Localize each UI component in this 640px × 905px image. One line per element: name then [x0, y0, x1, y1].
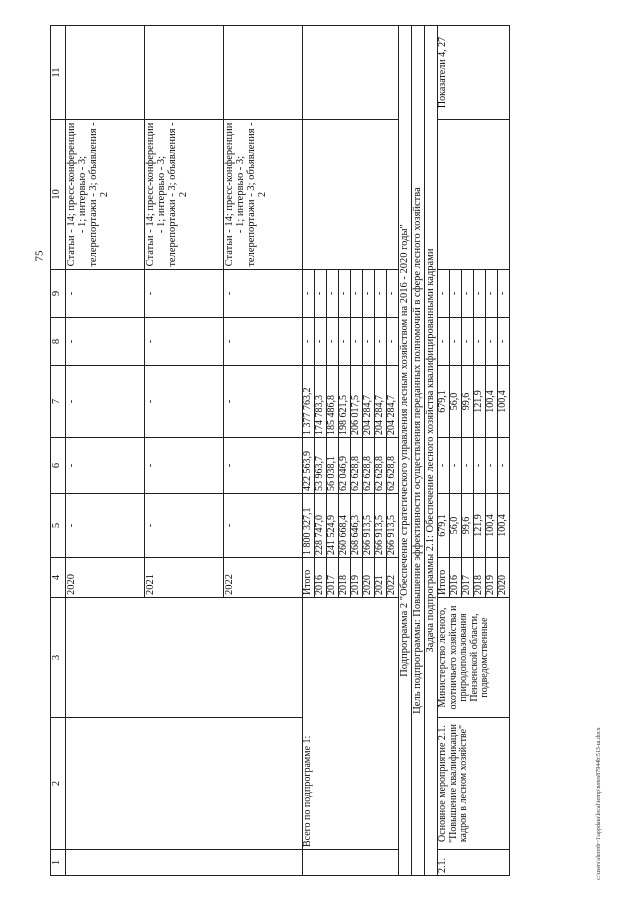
value-cell: - [303, 318, 315, 366]
table-row [66, 26, 145, 876]
value-cell: - [224, 494, 303, 558]
value-cell: - [375, 270, 387, 318]
value-cell: - [315, 270, 327, 318]
measure-name: Основное мероприятие 2.1. "Повышение квалификации кадров в лесном хозяйстве" [438, 718, 510, 850]
value-cell: - [462, 270, 474, 318]
value-cell: - [498, 270, 510, 318]
year-cell: 2019 [486, 558, 498, 598]
header-row [51, 26, 66, 876]
value-cell: 241 524,9 [327, 494, 339, 558]
empty-cell [66, 718, 303, 850]
year-cell: 2016 [315, 558, 327, 598]
value-cell: 100,4 [498, 494, 510, 558]
year-cell: 2020 [498, 558, 510, 598]
goal-row [412, 26, 425, 876]
value-cell: - [363, 270, 375, 318]
empty-cell [303, 26, 399, 120]
value-cell: 56,0 [450, 366, 462, 438]
value-cell: 1 800 327,1 [303, 494, 315, 558]
media-cell: Статьи - 14; пресс-конференции - 1; интервью - 3; телерепортажи - 3; объявления - 2 [66, 120, 145, 270]
col-header-6: 6 [51, 438, 66, 494]
value-cell: - [66, 318, 145, 366]
col-header-4: 4 [51, 558, 66, 598]
value-cell: 56 038,1 [327, 438, 339, 494]
value-cell: - [363, 318, 375, 366]
year-cell: 2021 [145, 558, 224, 598]
value-cell: - [474, 318, 486, 366]
value-cell: - [145, 438, 224, 494]
value-cell: - [462, 438, 474, 494]
total-row [303, 26, 315, 876]
media-cell: Статьи - 14; пресс-конференции - 1; интервью - 3; телерепортажи - 3; объявления - 2 [224, 120, 303, 270]
value-cell: - [474, 438, 486, 494]
total-label: Всего по подпрограмме 1: [303, 598, 399, 850]
year-cell: 2017 [327, 558, 339, 598]
value-cell: - [315, 318, 327, 366]
value-cell: - [303, 270, 315, 318]
value-cell: - [224, 438, 303, 494]
value-cell: - [387, 270, 399, 318]
footer-file-path: c:\users\shorob~1\appdata\local\temp\notes87944b\513-ш.docx [596, 727, 602, 880]
value-cell: 268 646,3 [351, 494, 363, 558]
value-cell: - [351, 270, 363, 318]
value-cell: - [66, 494, 145, 558]
value-cell: 228 747,0 [315, 494, 327, 558]
value-cell: 266 913,5 [363, 494, 375, 558]
col-header-7: 7 [51, 366, 66, 438]
value-cell: 100,4 [486, 494, 498, 558]
value-cell: - [486, 270, 498, 318]
value-cell: - [375, 318, 387, 366]
year-cell: 2018 [339, 558, 351, 598]
value-cell: 260 668,4 [339, 494, 351, 558]
empty-cell [145, 26, 224, 120]
value-cell: - [450, 318, 462, 366]
value-cell: - [486, 438, 498, 494]
col-header-3: 3 [51, 598, 66, 718]
value-cell: - [66, 438, 145, 494]
value-cell: 679,1 [438, 366, 450, 438]
value-cell: - [145, 366, 224, 438]
value-cell: 266 913,5 [375, 494, 387, 558]
page-number: 75 [33, 250, 46, 262]
value-cell: 204 284,7 [375, 366, 387, 438]
media-cell: Статьи - 14; пресс-конференции - 1; интервью - 3; телерепортажи - 3; объявления - 2 [145, 120, 224, 270]
value-cell: 53 963,7 [315, 438, 327, 494]
subprogram-title: Подпрограмма 2 "Обеспечение стратегического управления лесным хозяйством на 2016 - 2020 годы" [399, 26, 412, 876]
value-cell: 1 377 763,2 [303, 366, 315, 438]
measure-indicators: Показатели 4, 27 [438, 26, 510, 120]
value-cell: 206 017,5 [351, 366, 363, 438]
measure-row [438, 26, 450, 876]
empty-cell [66, 598, 303, 718]
subprogram-title-row [399, 26, 412, 876]
year-cell: 2022 [224, 558, 303, 598]
value-cell: - [327, 318, 339, 366]
value-cell: 174 783,3 [315, 366, 327, 438]
subprogram-task: Задача подпрограммы 2.1: Обеспечение лесного хозяйства квалифицированными кадрами [425, 26, 438, 876]
value-cell: - [474, 270, 486, 318]
value-cell: 121,9 [474, 494, 486, 558]
value-cell: 422 563,9 [303, 438, 315, 494]
measure-executor: Министерство лесного, охотничьего хозяйства и природопользования Пензенской области, подведомственные [438, 598, 510, 718]
value-cell: 62 046,9 [339, 438, 351, 494]
value-cell: - [66, 270, 145, 318]
col-header-11: 11 [51, 26, 66, 120]
year-cell: 2020 [66, 558, 145, 598]
value-cell: - [145, 270, 224, 318]
col-header-5: 5 [51, 494, 66, 558]
value-cell: - [450, 270, 462, 318]
year-cell: 2016 [450, 558, 462, 598]
col-header-1: 1 [51, 850, 66, 876]
program-table [50, 25, 510, 876]
col-header-10: 10 [51, 120, 66, 270]
col-header-8: 8 [51, 318, 66, 366]
value-cell: 99,6 [462, 494, 474, 558]
value-cell: - [450, 438, 462, 494]
value-cell: - [224, 366, 303, 438]
value-cell: 62 628,8 [387, 438, 399, 494]
year-cell: 2021 [375, 558, 387, 598]
value-cell: 62 628,8 [375, 438, 387, 494]
value-cell: 266 913,5 [387, 494, 399, 558]
year-cell: 2022 [387, 558, 399, 598]
value-cell: - [145, 494, 224, 558]
value-cell: 198 621,5 [339, 366, 351, 438]
value-cell: - [498, 318, 510, 366]
value-cell: 185 486,8 [327, 366, 339, 438]
empty-cell [66, 26, 145, 120]
value-cell: - [327, 270, 339, 318]
empty-cell [303, 850, 399, 876]
value-cell: 99,6 [462, 366, 474, 438]
value-cell: - [224, 318, 303, 366]
value-cell: 62 628,8 [351, 438, 363, 494]
value-cell: 204 284,7 [387, 366, 399, 438]
col-header-9: 9 [51, 270, 66, 318]
value-cell: - [438, 438, 450, 494]
year-cell: 2020 [363, 558, 375, 598]
year-cell: 2018 [474, 558, 486, 598]
value-cell: - [438, 318, 450, 366]
value-cell: - [486, 318, 498, 366]
value-cell: - [438, 270, 450, 318]
year-cell: Итого [303, 558, 315, 598]
year-cell: 2017 [462, 558, 474, 598]
value-cell: 62 628,8 [363, 438, 375, 494]
value-cell: - [66, 366, 145, 438]
value-cell: - [339, 318, 351, 366]
value-cell: - [387, 318, 399, 366]
value-cell: - [145, 318, 224, 366]
value-cell: - [462, 318, 474, 366]
empty-cell [303, 120, 399, 270]
year-cell: 2019 [351, 558, 363, 598]
subprogram-goal: Цель подпрограммы: Повышение эффективности осуществления переданных полномочий в сфере лесного хозяйства [412, 26, 425, 876]
value-cell: 100,4 [486, 366, 498, 438]
empty-cell [224, 26, 303, 120]
rotated-page [50, 26, 610, 876]
value-cell: - [498, 438, 510, 494]
value-cell: 679,1 [438, 494, 450, 558]
measure-number: 2.1. [438, 850, 510, 876]
value-cell: - [224, 270, 303, 318]
empty-cell [438, 120, 510, 270]
year-cell: Итого [438, 558, 450, 598]
task-row [425, 26, 438, 876]
value-cell: 121,9 [474, 366, 486, 438]
value-cell: - [339, 270, 351, 318]
value-cell: 56,0 [450, 494, 462, 558]
value-cell: 100,4 [498, 366, 510, 438]
value-cell: - [351, 318, 363, 366]
col-header-2: 2 [51, 718, 66, 850]
value-cell: 204 284,7 [363, 366, 375, 438]
empty-cell [66, 850, 303, 876]
